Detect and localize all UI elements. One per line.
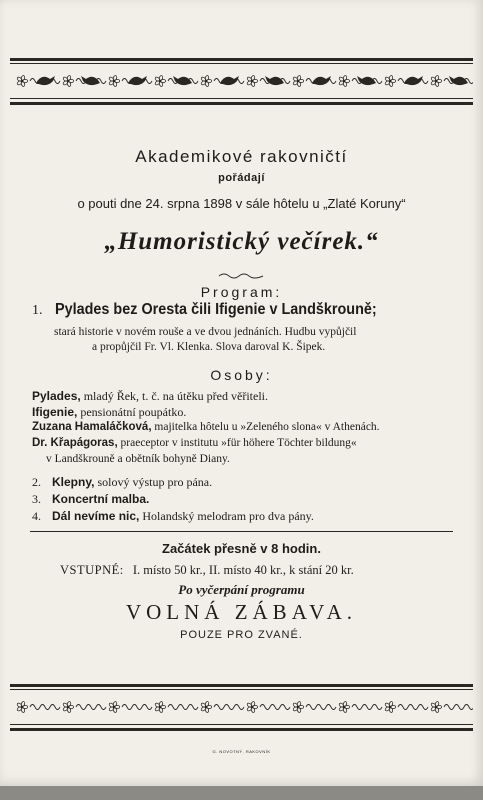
program-item-title: Dál nevíme nic, — [52, 509, 140, 523]
floral-border-icon — [10, 694, 473, 720]
cast-name: Pylades, — [32, 389, 81, 403]
cast-role-continuation: v Landškrouně a obětník bohyně Diany. — [46, 453, 230, 465]
cast-name: Ifigenie, — [32, 405, 78, 419]
after-program-line: Po vyčerpání programu — [178, 582, 305, 597]
floral-bird-border-icon — [10, 68, 473, 94]
cast-heading: Osoby: — [210, 367, 273, 383]
program-item-title: Koncertní malba. — [52, 492, 150, 506]
program-item — [32, 509, 314, 524]
free-entertainment-heading: VOLNÁ ZÁBAVA. — [125, 600, 358, 624]
cast-row — [32, 389, 268, 404]
cast-role: mladý Řek, t. č. na útěku před věřiteli. — [83, 389, 268, 403]
program-item-description: Holandský melodram pro dva pány. — [142, 509, 314, 523]
program-item-description: a propůjčil Fr. Vl. Klenka. Slova daroval K. Šipek. — [92, 341, 326, 353]
tilde-divider-icon — [218, 272, 264, 280]
top-ornamental-border — [10, 58, 473, 104]
program-item-title: Klepny, — [52, 475, 95, 489]
program-item-number: 3. — [32, 492, 41, 506]
invite-only-line: POUZE PRO ZVANÉ. — [180, 629, 303, 641]
admission-line — [60, 563, 354, 578]
verb-line: pořádají — [218, 172, 265, 184]
program-item-number: 1. — [32, 303, 43, 318]
program-item-number: 4. — [32, 509, 41, 523]
cast-row — [32, 421, 380, 433]
program-item — [32, 492, 149, 507]
program-heading: Program: — [200, 284, 283, 300]
admission-prices: I. místo 50 kr., II. místo 40 kr., k stání 20 kr. — [132, 563, 354, 577]
admission-label: VSTUPNÉ: — [60, 563, 124, 577]
program-item-description: solový výstup pro pána. — [97, 475, 213, 489]
cast-name: Zuzana Hamaláčková, — [32, 421, 152, 433]
printer-imprint: G. NOVOTNÝ, RAKOVNÍK — [212, 749, 271, 754]
cast-role: praeceptor v institutu »für höhere Töchter bildung« — [120, 437, 357, 449]
cast-row — [32, 405, 186, 420]
cast-role: majitelka hôtelu u »Zeleného slona« v Athenách. — [154, 421, 380, 433]
program-item-number: 2. — [32, 475, 41, 489]
occasion-line: o pouti dne 24. srpna 1898 v sále hôtelu u „Zlaté Koruny“ — [77, 196, 406, 211]
cast-name: Dr. Křapágoras, — [32, 437, 118, 449]
cast-row — [32, 437, 357, 449]
event-title: „Humoristický večírek.“ — [104, 228, 379, 255]
cast-role: pensionátní poupátko. — [80, 405, 187, 419]
organizers-heading: Akademikové rakovničtí — [135, 147, 348, 166]
bottom-ornamental-border — [10, 684, 473, 730]
program-item — [32, 475, 212, 490]
start-time: Začátek přesně v 8 hodin. — [162, 541, 321, 556]
program-item-title: Pylades bez Oresta čili Ifigenie v Landškrouně; — [55, 301, 377, 318]
section-divider — [30, 531, 453, 532]
program-item-description: stará historie v novém rouše a ve dvou jednáních. Hudbu vypůjčil — [54, 326, 357, 338]
